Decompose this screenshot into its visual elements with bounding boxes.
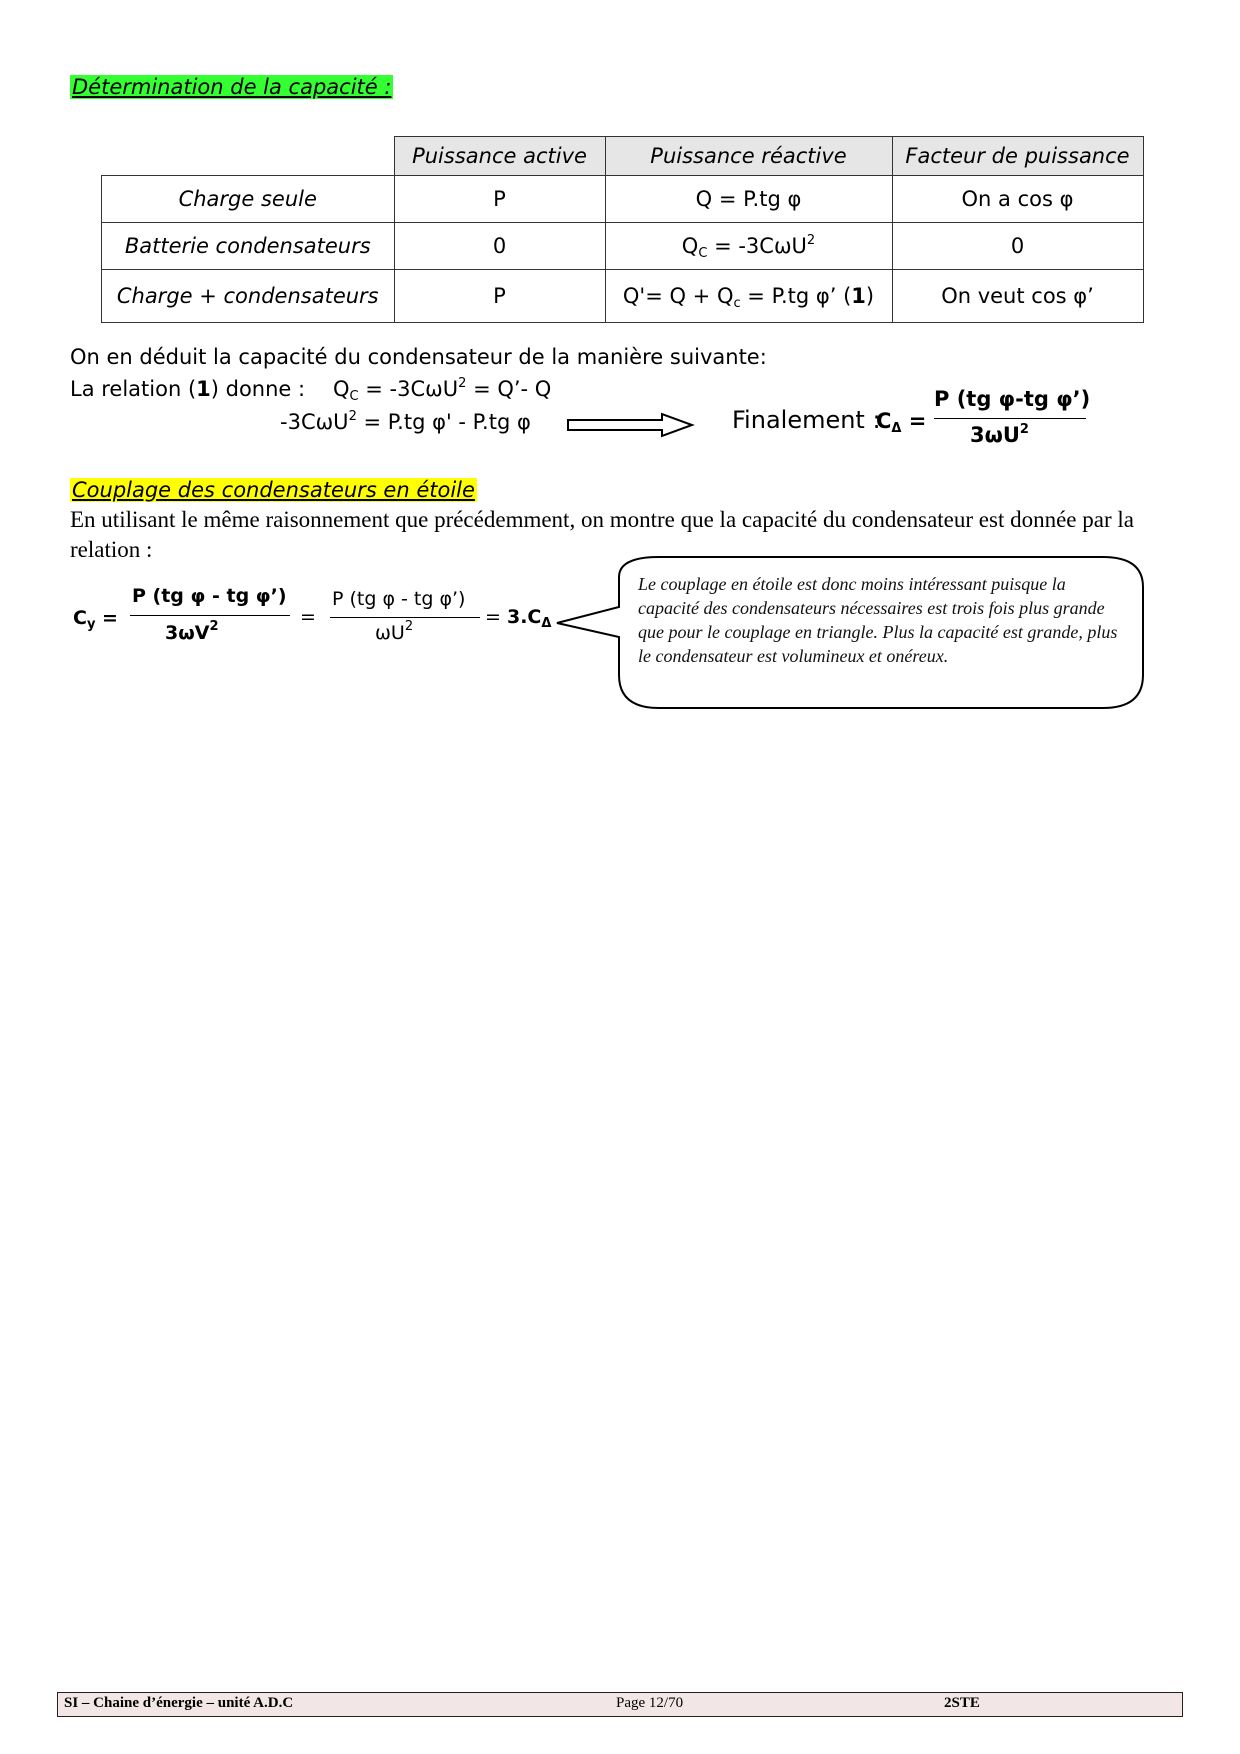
- final-fraction-bar: [934, 418, 1086, 419]
- cell-factor: On a cos φ: [892, 176, 1143, 223]
- cy-frac1-numerator: P (tg φ - tg φ’): [132, 585, 287, 607]
- footer-class: 2STE: [944, 1695, 980, 1711]
- power-table: [101, 136, 1144, 323]
- row-label: Batterie condensateurs: [102, 223, 395, 270]
- final-numerator: P (tg φ-tg φ’): [934, 387, 1091, 411]
- cell-factor: On veut cos φ’: [892, 270, 1143, 323]
- cell-active: P: [394, 176, 605, 223]
- section-heading-capacite: [70, 73, 393, 101]
- section2-paragraph: En utilisant le même raisonnement que précédemment, on montre que la capacité du condensateur est donnée par la relation :: [70, 507, 1134, 562]
- final-denominator: $3\omega U^2$: [970, 422, 1029, 447]
- cell-active: P: [394, 270, 605, 323]
- table-row: [102, 270, 1144, 323]
- table-header-active: Puissance active: [394, 137, 605, 176]
- cy-frac1-bar: [130, 615, 290, 616]
- cy-frac2-bar: [330, 617, 480, 618]
- cell-active: 0: [394, 223, 605, 270]
- row-label: Charge seule: [102, 176, 395, 223]
- final-c-delta: $C_\Delta$ =: [876, 409, 927, 436]
- page-footer: [57, 1692, 1183, 1717]
- cell-reactive: $Q'= Q + Q_c = P.tg$ φ’ (1): [605, 270, 892, 323]
- implies-arrow-icon: [566, 412, 696, 438]
- derivation-line1-equation: $Q_C = -3C\omega U^2$ = Q’- Q: [333, 376, 552, 404]
- table-corner: [102, 137, 395, 176]
- cy-frac1-denominator: $3\omega V^2$: [165, 619, 219, 644]
- final-label: Finalement :: [732, 406, 881, 434]
- table-header-reactive: Puissance réactive: [605, 137, 892, 176]
- derivation-line2-equation: -3CωU$^2$ = P.tg φ' - P.tg φ: [280, 409, 531, 434]
- footer-page-number: Page 12/70: [616, 1695, 684, 1711]
- table-row: [102, 223, 1144, 270]
- section-heading-text: Détermination de la capacité :: [72, 75, 392, 99]
- footer-course: SI – Chaine d’énergie – unité A.D.C: [64, 1695, 294, 1711]
- derivation-line1-label: La relation (1) donne :: [70, 377, 306, 401]
- cell-reactive: Q = P.tg φ: [605, 176, 892, 223]
- cy-equals: =: [300, 606, 316, 628]
- callout-bubble-text: Le couplage en étoile est donc moins intéressant puisque la capacité des condensateurs nécessaires est trois fois plus grande que pour le couplage en triangle. Plus la capacité est grande, plus le condensateur est volumineux et onéreux.: [638, 574, 1118, 666]
- cell-reactive: $Q_C = -3C\omega U^2$: [605, 223, 892, 270]
- cy-label: $C_y$ =: [73, 607, 118, 632]
- row-label: Charge + condensateurs: [102, 270, 395, 323]
- cy-frac2-denominator: $\omega U^2$: [375, 619, 414, 644]
- table-row: [102, 176, 1144, 223]
- cy-result: = $3.C_\Delta$: [485, 606, 552, 631]
- derivation-intro: On en déduit la capacité du condensateur de la manière suivante:: [70, 345, 767, 369]
- cell-factor: 0: [892, 223, 1143, 270]
- section-heading-text: Couplage des condensateurs en étoile: [72, 478, 475, 502]
- table-header-factor: Facteur de puissance: [892, 137, 1143, 176]
- cy-frac2-numerator: P (tg φ - tg φ’): [332, 588, 466, 610]
- section-heading-etoile: [70, 476, 477, 504]
